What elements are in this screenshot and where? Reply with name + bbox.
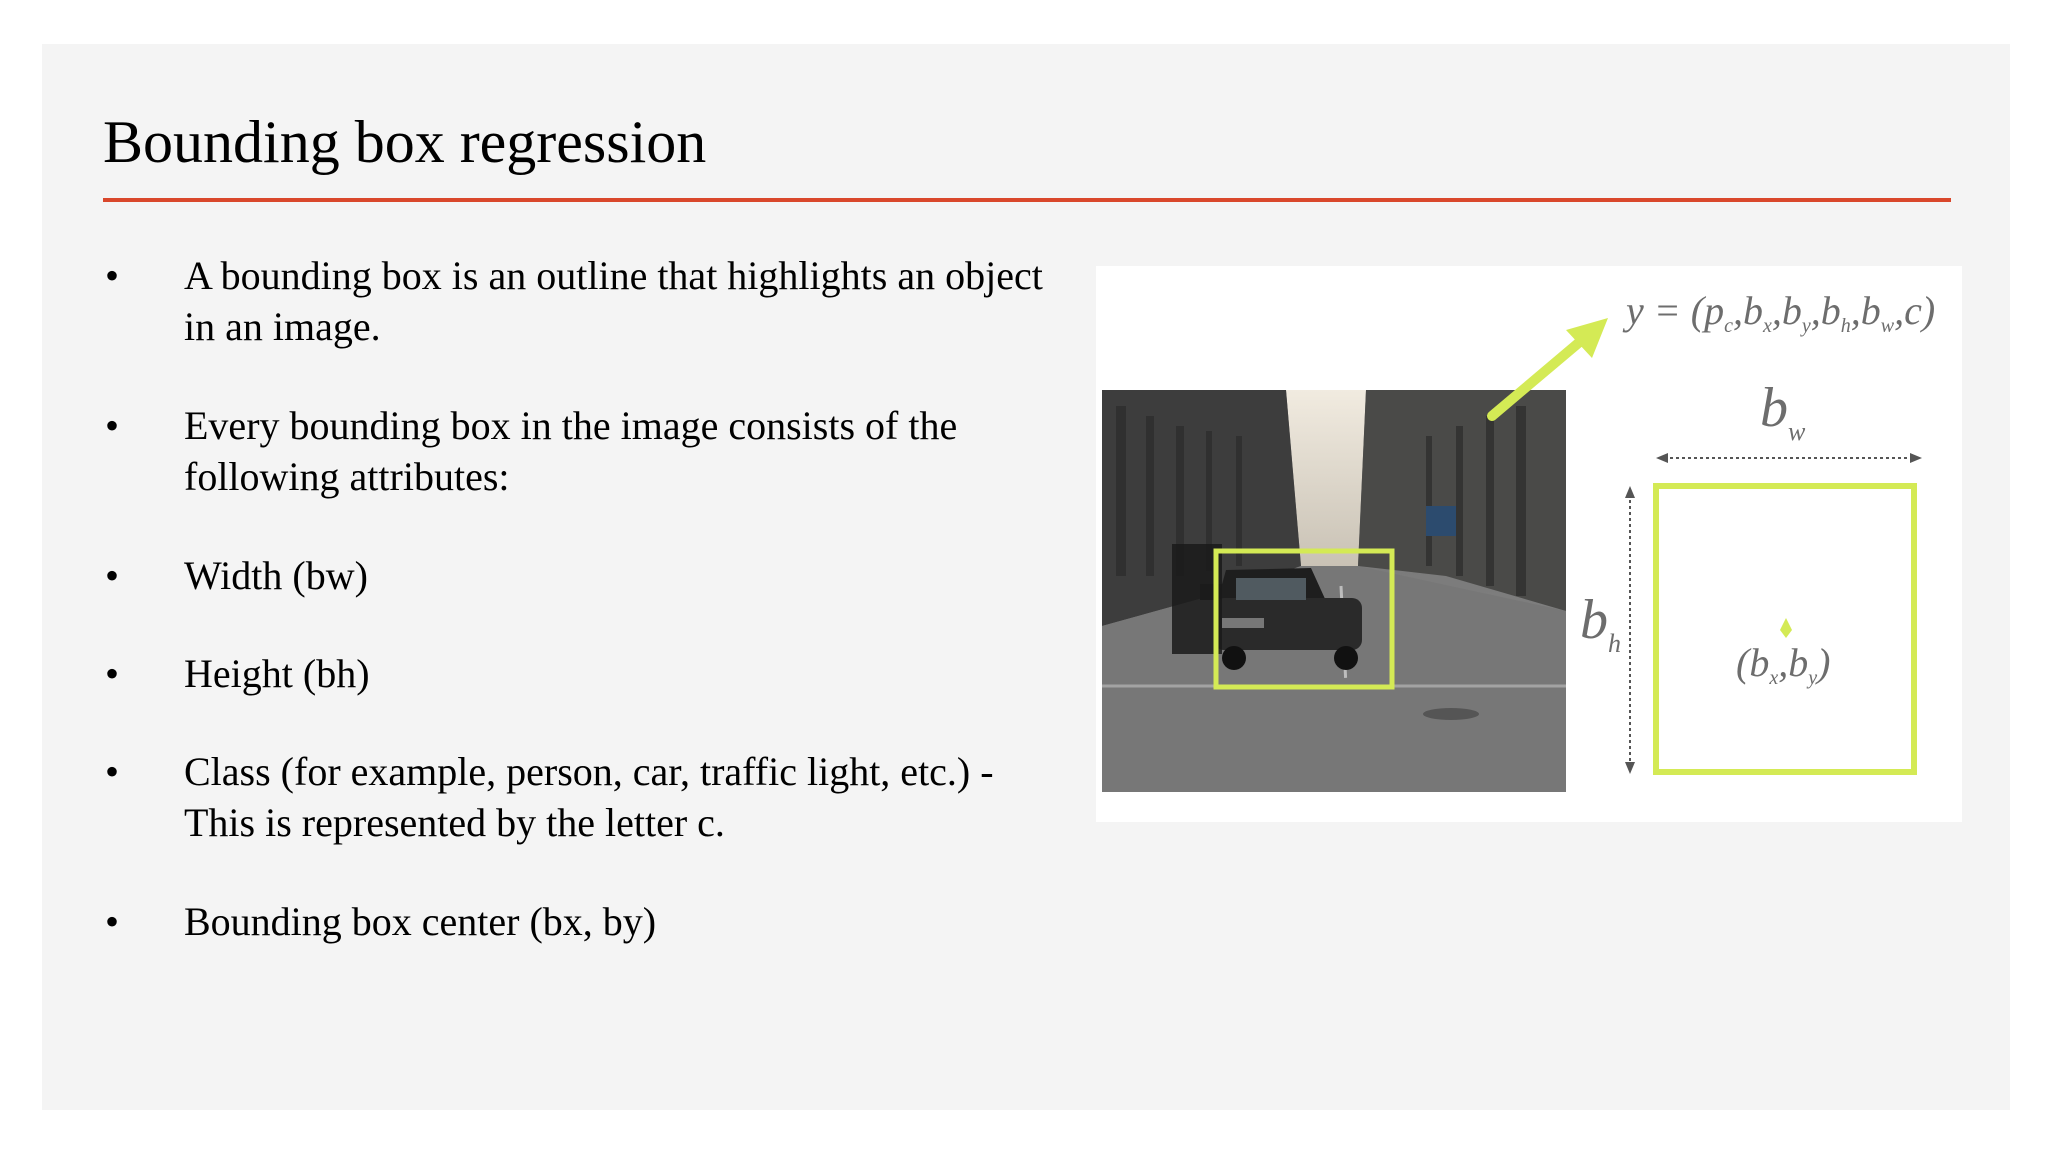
slide-title: Bounding box regression [103,109,707,175]
bullet-text: A bounding box is an outline that highlights an object in an image. [184,253,1043,349]
bullet-dot: • [105,403,120,448]
width-dimension-line [1656,453,1922,463]
height-label: $b_h$ [1580,589,1621,658]
bullet-text: Class (for example, person, car, traffic light, etc.) - This is represented by the letter c. [184,749,994,845]
figure-svg [1096,266,1962,822]
awning [1426,506,1456,536]
bullet-dot: • [105,651,120,696]
width-label: $b_w$ [1760,377,1806,446]
height-dimension-line [1625,486,1635,774]
bullet-dot: • [105,553,120,598]
street-photo [1102,390,1566,792]
output-vector-label: $y = (p_c,b_x,b_y,b_h,b_w,c)$ [1626,288,1936,337]
bullet-text: Height (bh) [184,651,370,696]
title-underline [103,198,1951,202]
bullet-text: Bounding box center (bx, by) [184,899,657,944]
bounding-box-figure [1096,266,1962,822]
bullet-text: Every bounding box in the image consists of the following attributes: [184,403,958,499]
bullet-dot: • [105,749,120,794]
bullet-dot: • [105,253,120,298]
bullet-dot: • [105,899,120,944]
center-label: $(b_x,b_y)$ [1736,640,1831,689]
bullet-text: Width (bw) [184,553,368,598]
